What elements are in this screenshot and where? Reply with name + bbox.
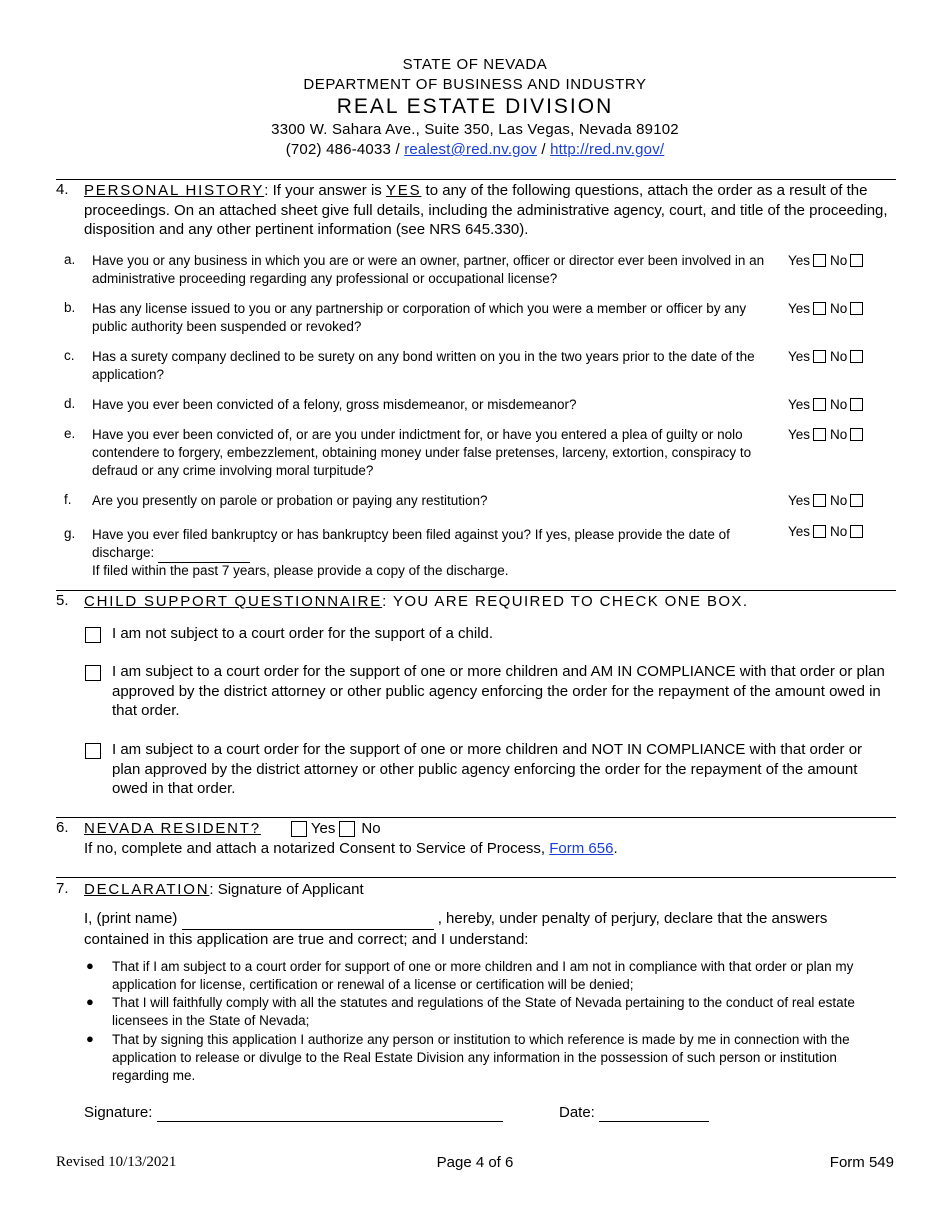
section-divider (56, 179, 896, 180)
declaration-bullet-1: That if I am subject to a court order for support of one or more children and I am not in compliance with that order or plan my application for license, certification or renewal of a license or certification will be denied; (112, 959, 854, 992)
bullet-icon: ● (86, 958, 94, 973)
contact-separator: / (391, 141, 405, 158)
section-divider (56, 817, 896, 818)
discharge-date-field[interactable] (158, 544, 250, 563)
question-e-answer: Yes No (788, 427, 867, 442)
section5-title: CHILD SUPPORT QUESTIONNAIRE (84, 593, 383, 610)
question-f-answer: Yes No (788, 493, 867, 508)
print-name-field[interactable] (182, 909, 434, 930)
question-letter: e. (64, 426, 76, 441)
question-g-text: Have you ever filed bankruptcy or has bankruptcy been filed against you? If yes, please provide the date of discharge: (92, 526, 774, 563)
question-c-yes-checkbox[interactable] (813, 350, 826, 363)
section7-heading: DECLARATION: Signature of Applicant (84, 881, 364, 898)
child-support-option-2-checkbox[interactable] (85, 664, 101, 682)
header-division: REAL ESTATE DIVISION (336, 95, 614, 118)
question-letter: c. (64, 348, 75, 363)
question-b-text: Has any license issued to you or any partnership or corporation of which you were a member or officer by any public authority been suspended or revoked? (92, 301, 747, 334)
date-field[interactable] (599, 1104, 709, 1122)
question-c-answer: Yes No (788, 349, 867, 364)
website-link[interactable]: http://red.nv.gov/ (550, 141, 665, 158)
question-d-text: Have you ever been convicted of a felony, gross misdemeanor, or misdemeanor? (92, 397, 577, 412)
declaration-bullet-3: That by signing this application I authorize any person or institution to which reference is made by me in connection with the application to release or divulge to the Real Estate Division any information in the possession of such person or institution regarding me. (112, 1032, 850, 1083)
header-contact (0, 141, 950, 158)
declaration-bullet-2: That I will faithfully comply with all the statutes and regulations of the State of Nevada pertaining to the conduct of real estate licensees in the State of Nevada; (112, 995, 855, 1028)
question-e-text: Have you ever been convicted of, or are you under indictment for, or have you entered a plea of guilty or nolo contendere to forgery, embezzlement, obtaining money under false pretenses, larceny, extortion, conspiracy to defraud or any crime involving moral turpitude? (92, 427, 752, 478)
question-g-answer: Yes No (788, 524, 867, 539)
date-label: Date: (559, 1104, 595, 1121)
question-d-no-checkbox[interactable] (850, 398, 863, 411)
question-c-no-checkbox[interactable] (850, 350, 863, 363)
question-b-no-checkbox[interactable] (850, 302, 863, 315)
question-e-yes-checkbox[interactable] (813, 428, 826, 441)
question-letter: d. (64, 396, 76, 411)
question-f-yes-checkbox[interactable] (813, 494, 826, 507)
header-state: STATE OF NEVADA (402, 56, 548, 73)
question-letter: g. (64, 526, 76, 541)
section6-note: If no, complete and attach a notarized Consent to Service of Process, Form 656. (84, 840, 618, 857)
question-g-no-checkbox[interactable] (850, 525, 863, 538)
question-g-note: If filed within the past 7 years, please provide a copy of the discharge. (92, 563, 509, 578)
child-support-option-1: I am not subject to a court order for the support of a child. (112, 625, 494, 642)
section4-title: PERSONAL HISTORY (84, 182, 265, 199)
question-e-no-checkbox[interactable] (850, 428, 863, 441)
question-c-text: Has a surety company declined to be surety on any bond written on you in the two years prior to the date of the application? (92, 349, 755, 382)
resident-no-checkbox[interactable] (339, 821, 355, 837)
footer-form: Form 549 (829, 1154, 894, 1171)
question-f-text: Are you presently on parole or probation or paying any restitution? (92, 493, 488, 508)
question-a-yes-checkbox[interactable] (813, 254, 826, 267)
yes-emphasis: YES (385, 182, 422, 199)
section4-number: 4. (56, 181, 69, 198)
child-support-option-1-checkbox[interactable] (85, 626, 101, 644)
child-support-option-3-checkbox[interactable] (85, 742, 101, 760)
date-line (559, 1104, 709, 1122)
form-656-link[interactable]: Form 656 (549, 840, 614, 857)
question-d-yes-checkbox[interactable] (813, 398, 826, 411)
question-g-yes-checkbox[interactable] (813, 525, 826, 538)
question-letter: b. (64, 300, 76, 315)
section6-number: 6. (56, 819, 69, 836)
section5-number: 5. (56, 592, 69, 609)
declaration-statement: I, (print name) , hereby, under penalty of perjury, declare that the answers contained in this application are true and correct; and I understand: (84, 910, 828, 948)
footer-revised: Revised 10/13/2021 (56, 1154, 177, 1170)
section6-heading: NEVADA RESIDENT? Yes No (84, 820, 381, 837)
section-divider (56, 877, 896, 878)
question-a-no-checkbox[interactable] (850, 254, 863, 267)
section5-heading: CHILD SUPPORT QUESTIONNAIRE: YOU ARE REQUIRED TO CHECK ONE BOX. (84, 593, 749, 610)
bullet-icon: ● (86, 1031, 94, 1046)
signature-label: Signature: (84, 1104, 153, 1121)
question-a-text: Have you or any business in which you are or were an owner, partner, officer or director ever been involved in an administrative proceeding regarding any professional or occupational license? (92, 253, 765, 286)
section7-title: DECLARATION (84, 881, 210, 898)
child-support-option-2: I am subject to a court order for the support of one or more children and AM IN COMPLIANCE with that order or plan approved by the district attorney or other public agency enforcing the order for the repayment of the amount owed in that order. (112, 663, 885, 719)
section-divider (56, 590, 896, 591)
question-b-yes-checkbox[interactable] (813, 302, 826, 315)
header-address: 3300 W. Sahara Ave., Suite 350, Las Vegas, Nevada 89102 (271, 121, 679, 138)
header-department: DEPARTMENT OF BUSINESS AND INDUSTRY (303, 76, 647, 93)
resident-yes-checkbox[interactable] (291, 821, 307, 837)
section7-number: 7. (56, 880, 69, 897)
signature-line (84, 1104, 503, 1122)
header-phone: (702) 486-4033 (285, 141, 392, 158)
question-b-answer: Yes No (788, 301, 867, 316)
question-d-answer: Yes No (788, 397, 867, 412)
signature-field[interactable] (157, 1104, 503, 1122)
section4-intro: PERSONAL HISTORY: If your answer is YES to any of the following questions, attach the order as a result of the proceedings. On an attached sheet give full details, including the administrative agency, court, and title of the proceeding, disposition and any other pertinent information (see NRS 645.330). (84, 182, 888, 238)
question-a-answer: Yes No (788, 253, 867, 268)
question-f-no-checkbox[interactable] (850, 494, 863, 507)
section6-title: NEVADA RESIDENT? (84, 820, 261, 837)
email-link[interactable]: realest@red.nv.gov (404, 141, 537, 158)
footer-page: Page 4 of 6 (436, 1154, 514, 1171)
contact-separator: / (536, 141, 551, 158)
question-letter: f. (64, 492, 72, 507)
child-support-option-3: I am subject to a court order for the support of one or more children and NOT IN COMPLIANCE with that order or plan approved by the district attorney or other public agency enforcing the order for the repayment of the amount owed in that order. (112, 741, 863, 797)
bullet-icon: ● (86, 994, 94, 1009)
question-letter: a. (64, 252, 76, 267)
